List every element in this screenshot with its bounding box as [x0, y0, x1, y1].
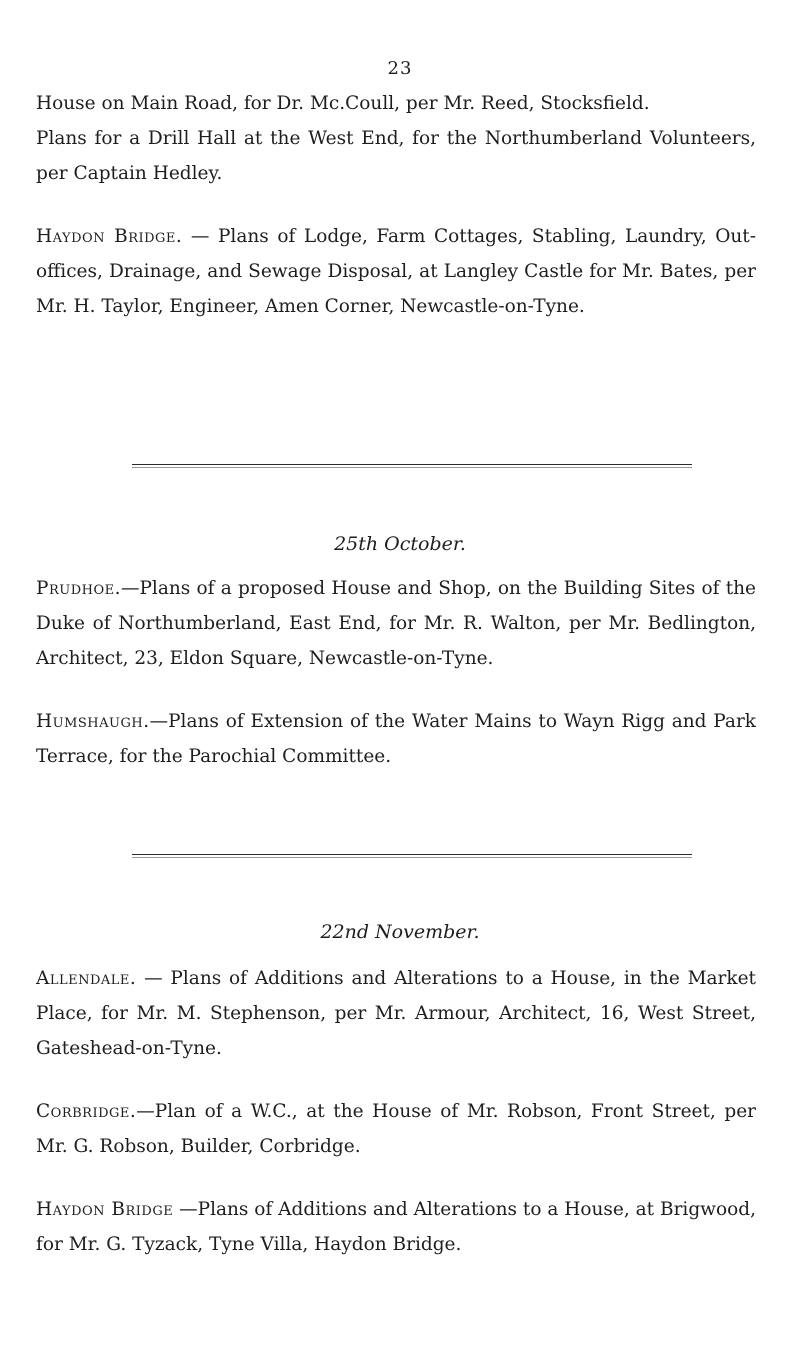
section-22nd-november	[36, 961, 756, 1276]
entry-lead: Haydon Bridge.	[36, 226, 183, 247]
entry-allendale	[36, 961, 756, 1066]
section-divider	[132, 464, 692, 465]
section-25th-october	[36, 571, 756, 788]
entry-text: —Plans of Additions and Alterations to a House, at Brigwood, for Mr. G. Tyzack, Tyne Villa, Haydon Bridge.	[36, 1199, 757, 1255]
section-continuation	[36, 86, 756, 338]
entry-corbridge	[36, 1094, 756, 1164]
entry-lead: Haydon Bridge	[36, 1199, 174, 1220]
entry-haydon-bridge-brigwood	[36, 1192, 756, 1262]
date-heading: 22nd November.	[320, 921, 480, 943]
entry-text: — Plans of Lodge, Farm Cottages, Stabling, Laundry, Out-offices, Drainage, and Sewage Disposal, at Langley Castle for Mr. Bates, per Mr. H. Taylor, Engineer, Amen Corner, Newcastle-on-Tyne.	[36, 226, 756, 317]
entry-prudhoe	[36, 571, 756, 676]
entry-text: —Plans of Extension of the Water Mains to Wayn Rigg and Park Terrace, for the Parochial Committee.	[36, 711, 756, 767]
entry-text: —Plan of a W.C., at the House of Mr. Robson, Front Street, per Mr. G. Robson, Builder, Corbridge.	[36, 1101, 756, 1157]
entry-text: Plans for a Drill Hall at the West End, for the Northumberland Volunteers, per Captain Hedley.	[36, 128, 756, 184]
entry-stocksfield-house	[36, 86, 756, 121]
entry-text: House on Main Road, for Dr. Mc.Coull, per Mr. Reed, Stocksfield.	[36, 93, 650, 114]
date-heading: 25th October.	[334, 533, 466, 555]
entry-lead: Corbridge.	[36, 1101, 137, 1122]
page-number: 23	[387, 58, 413, 79]
entry-lead: Prudhoe.	[36, 578, 121, 599]
entry-lead: Humshaugh.	[36, 711, 150, 732]
entry-drill-hall	[36, 121, 756, 191]
entry-text: —Plans of a proposed House and Shop, on the Building Sites of the Duke of Northumberland, East End, for Mr. R. Walton, per Mr. Bedlington, Architect, 23, Eldon Square, Newcastle-on-Tyne.	[36, 578, 756, 669]
entry-humshaugh	[36, 704, 756, 774]
entry-lead: Allendale.	[36, 968, 137, 989]
entry-text: — Plans of Additions and Alterations to a House, in the Market Place, for Mr. M. Stephenson, per Mr. Armour, Architect, 16, West Street, Gateshead-on-Tyne.	[36, 968, 756, 1059]
section-divider	[132, 854, 692, 855]
entry-haydon-bridge-langley	[36, 219, 756, 324]
